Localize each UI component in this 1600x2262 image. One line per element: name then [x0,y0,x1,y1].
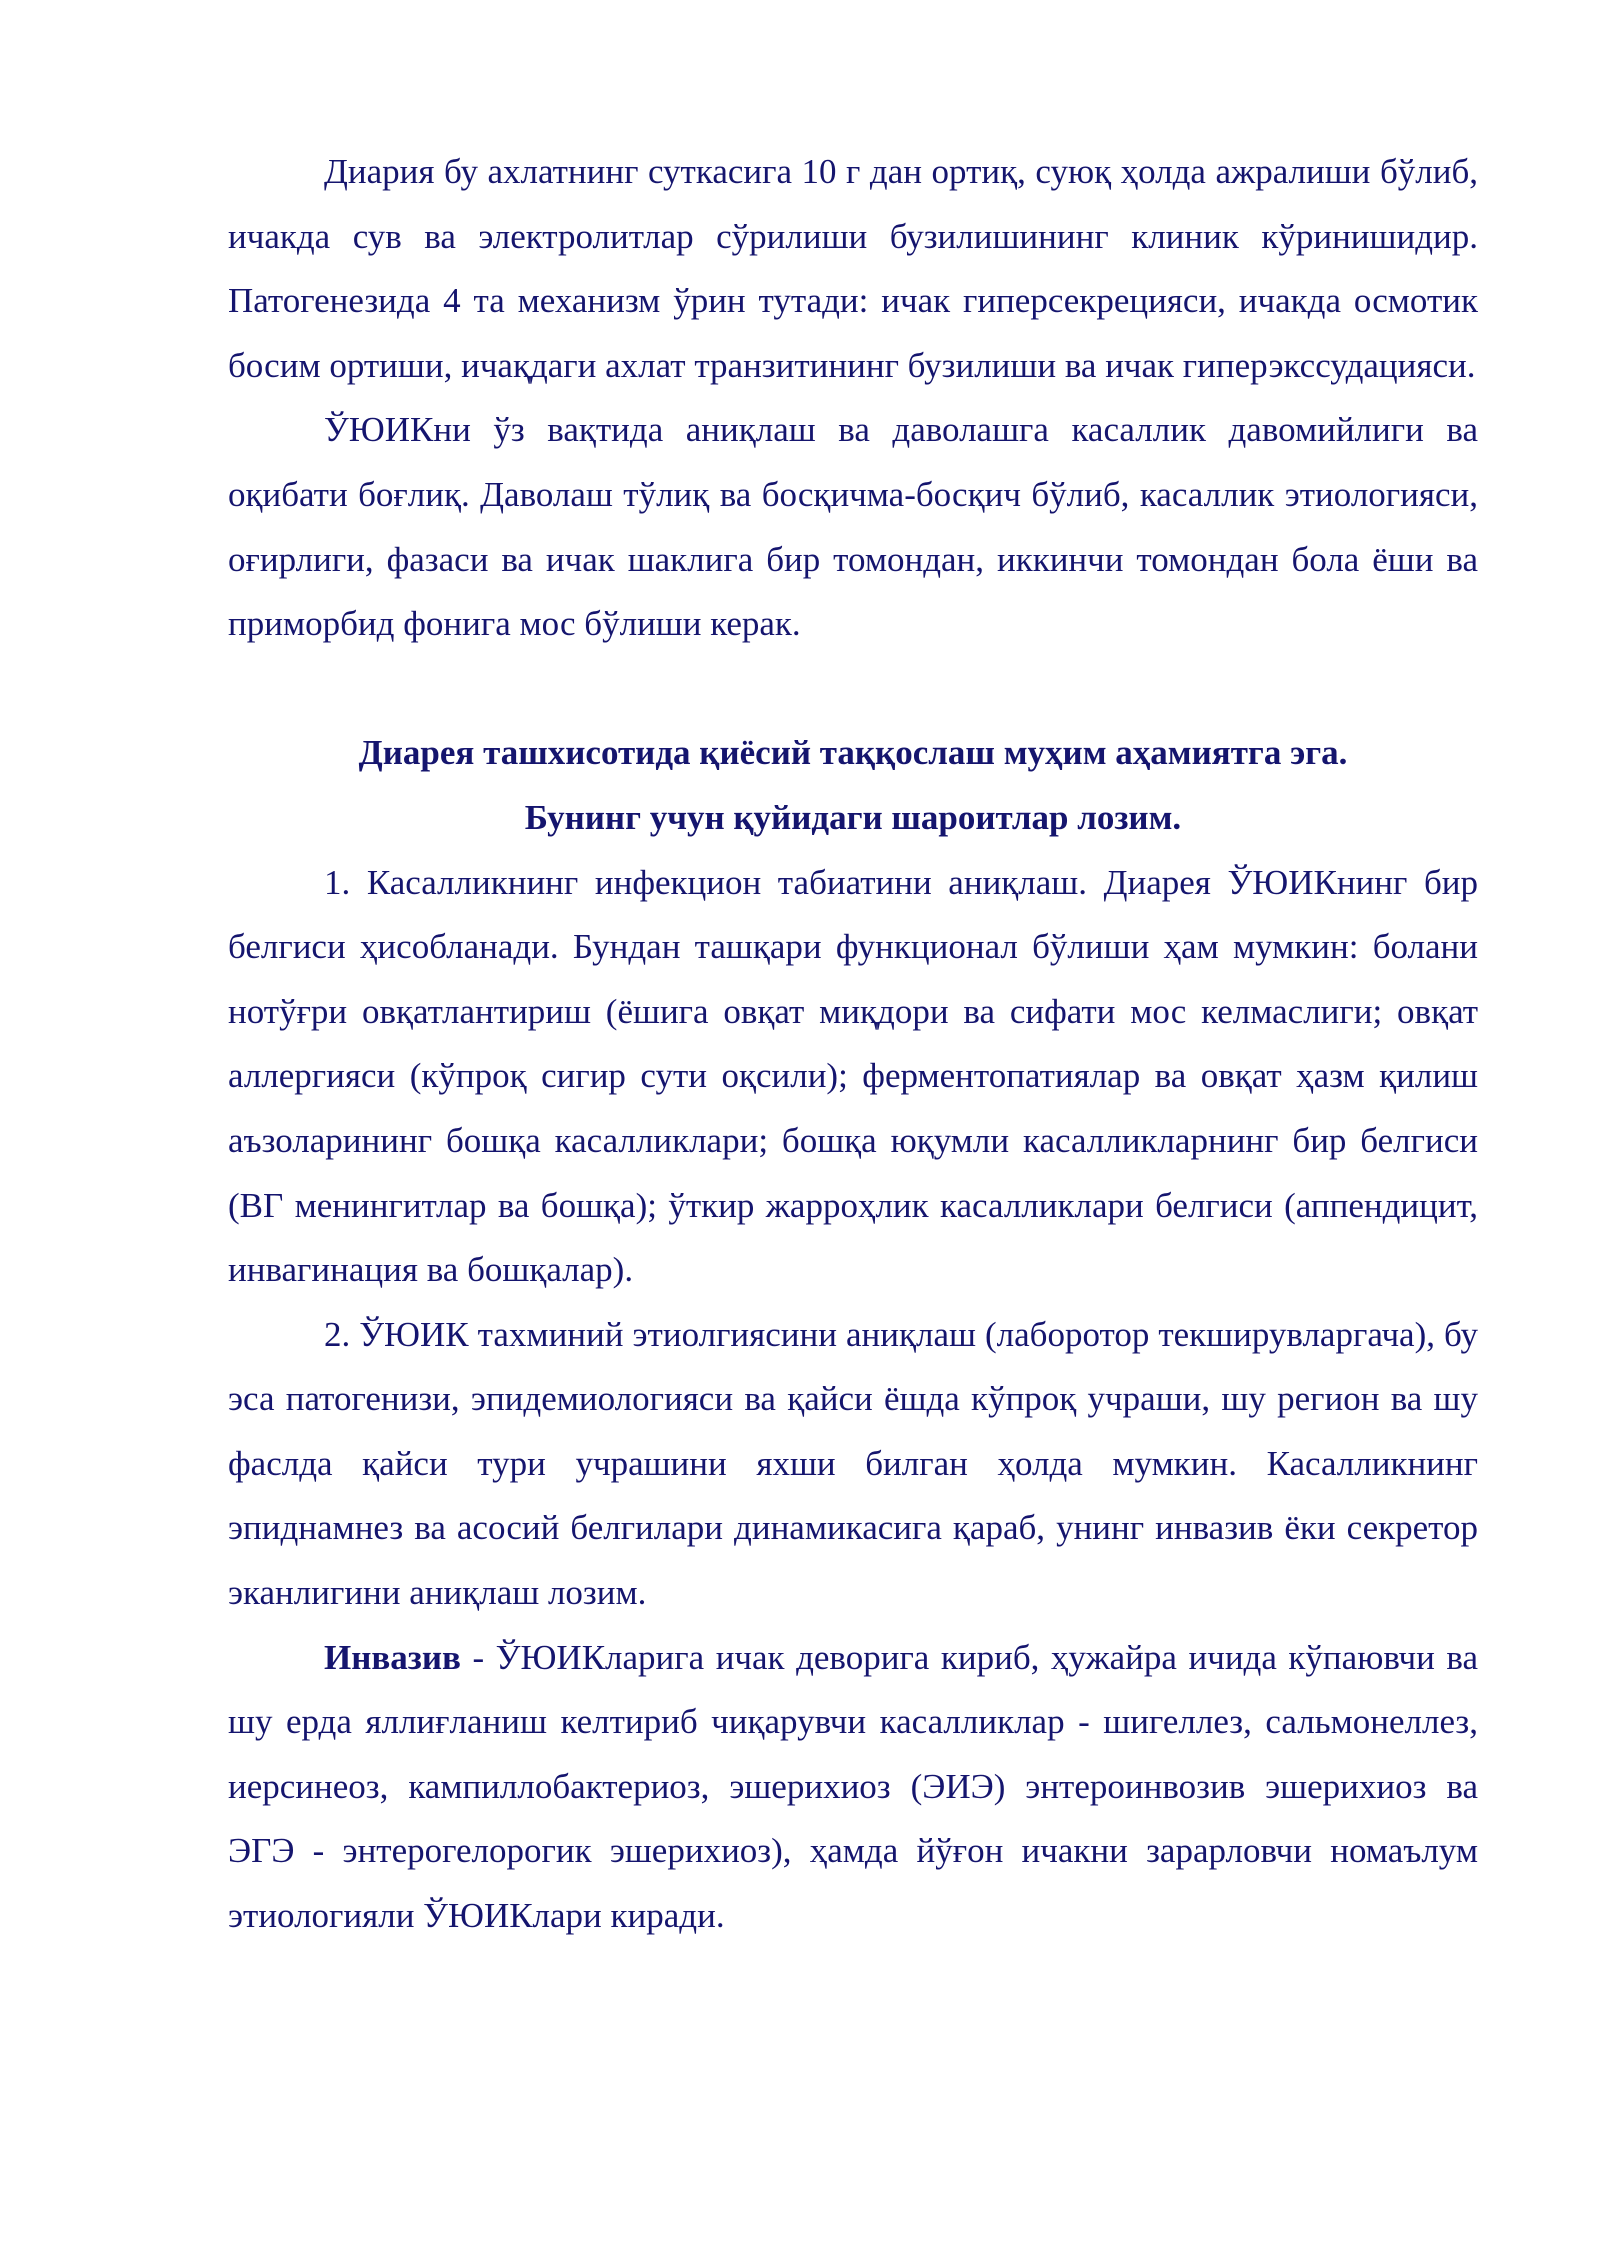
paragraph-invasive [228,1626,1478,1949]
section-heading-line-1: Диарея ташхисотида қиёсий таққослаш муҳим аҳамиятга эга. [358,733,1348,773]
paragraph-diarrhea-definition: Диария бу ахлатнинг суткасига 10 г дан ортиқ, суюқ ҳолда ажралиши бўлиб, ичакда сув ва электролитлар сўрилиши бузилишининг клиник кўринишидир. Патогенезида 4 та механизм ўрин тутади: ичак гиперсекрецияси, ичакда осмотик босим ортиши, ичақдаги ахлат транзитининг бузилиши ва ичак гиперэкссудацияси. [228,152,1478,385]
invasive-description: - ЎЮИКларига ичак деворига кириб, ҳужайра ичида кўпаювчи ва шу ерда яллиғланиш келтириб чиқарувчи касалликлар - шигеллез, сальмонеллез, иерсинеоз, кампиллобактериоз, эшерихиоз (ЭИЭ) энтероинвозив эшерихиоз ва ЭГЭ - энтерогелорогик эшерихиоз), ҳамда йўғон ичакни зарарловчи номаълум этиологияли ЎЮИКлари киради. [228,1637,1478,1936]
paragraph-item-1: 1. Касалликнинг инфекцион табиатини аниқлаш. Диарея ЎЮИКнинг бир белгиси ҳисобланади. Бундан ташқари функционал бўлиши ҳам мумкин: болани нотўғри овқатлантириш (ёшига овқат миқдори ва сифати мос келмаслиги; овқат аллергияси (кўпроқ сигир сути оқсили); ферментопатиялар ва овқат ҳазм қилиш аъзоларининг бошқа касалликлари; бошқа юқумли касалликларнинг бир белгиси (ВГ менингитлар ва бошқа); ўткир жарроҳлик касалликлари белгиси (аппендицит, инвагинация ва бошқалар). [228,862,1478,1290]
blank-line [228,657,1478,722]
paragraph-item-2: 2. ЎЮИК тахминий этиолгиясини аниқлаш (лаборотор текширувларгача), бу эса патогенизи, эпидемиологияси ва қайси ёшда кўпроқ учраши, шу регион ва шу фаслда қайси тури учрашини яхши билган ҳолда мумкин. Касалликнинг эпиднамнез ва асосий белгилари динамикасига қараб, унинг инвазив ёки секретор эканлигини аниқлаш лозим. [228,1314,1478,1613]
invasive-term: Инвазив [324,1637,461,1677]
section-heading-line-2: Бунинг учун қуйидаги шароитлар лозим. [524,797,1182,837]
document-page [228,140,1478,1949]
paragraph-treatment: ЎЮИКни ўз вақтида аниқлаш ва даволашга касаллик давомийлиги ва оқибати боғлиқ. Даволаш тўлиқ ва босқичма-босқич бўлиб, касаллик этиологияси, оғирлиги, фазаси ва ичак шаклига бир томондан, иккинчи томондан бола ёши ва приморбид фонига мос бўлиши керак. [228,410,1478,644]
